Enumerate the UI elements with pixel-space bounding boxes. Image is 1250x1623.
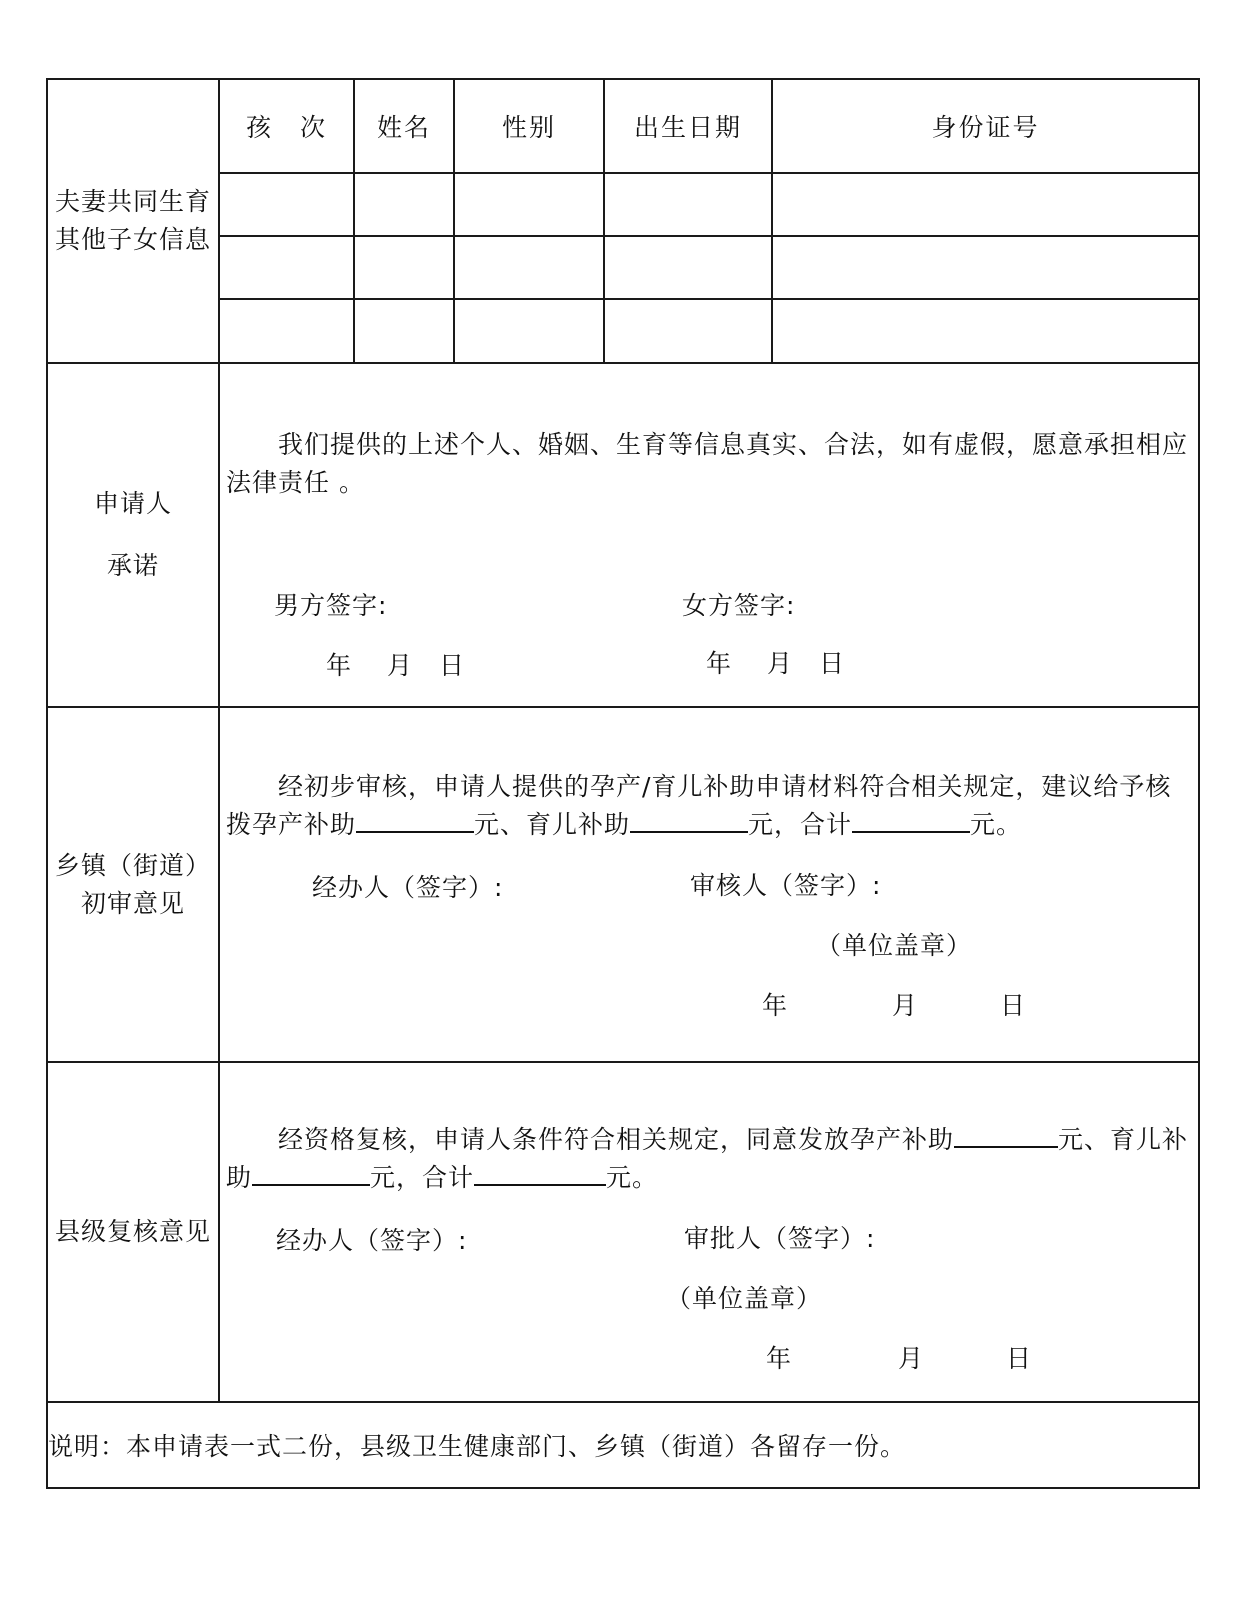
township-text: 经初步审核，申请人提供的孕产/育儿补助申请材料符合相关规定，建议给予核拨孕产补助: [226, 772, 1172, 839]
township-label-line2: 初审意见: [80, 888, 185, 918]
county-total-amount-field[interactable]: [474, 1162, 606, 1186]
township-date-day: 日: [1000, 991, 1027, 1020]
county-approver-signature: 审批人（签字）:: [684, 1224, 876, 1253]
header-name: 姓名: [354, 80, 454, 173]
township-seal: （单位盖章）: [816, 931, 973, 960]
township-review-label: [47, 707, 219, 1062]
cell-birth-date[interactable]: [604, 173, 772, 236]
application-form: [46, 78, 1200, 1489]
table-row: [220, 236, 1198, 298]
male-sign-date: 年 月 日: [326, 651, 465, 680]
commitment-content: [219, 363, 1199, 707]
commitment-label-line1: 申请人: [93, 489, 172, 518]
childcare-subsidy-amount-field[interactable]: [630, 809, 748, 833]
county-unit2: 元，合计: [370, 1163, 475, 1192]
cell-child-order[interactable]: [220, 299, 354, 362]
township-review-content: [219, 707, 1199, 1062]
cell-gender[interactable]: [454, 236, 604, 298]
form-note: 说明：本申请表一式二份，县级卫生健康部门、乡镇（街道）各留存一份。: [47, 1402, 1199, 1488]
children-table-header: [220, 80, 1198, 173]
township-date-month: 月: [892, 991, 919, 1020]
header-birth-date: 出生日期: [604, 80, 772, 173]
table-row: [220, 173, 1198, 236]
cell-id-number[interactable]: [772, 236, 1198, 298]
county-review-label: 县级复核意见: [47, 1062, 219, 1402]
commitment-label: [47, 363, 219, 707]
cell-gender[interactable]: [454, 173, 604, 236]
children-info-label-line2: 其他子女信息: [54, 225, 211, 254]
cell-name[interactable]: [354, 299, 454, 362]
township-reviewer-signature: 审核人（签字）:: [690, 871, 882, 900]
note-section: [47, 1402, 1199, 1488]
children-info-table: [220, 80, 1198, 362]
township-handler-signature: 经办人（签字）:: [312, 873, 504, 902]
county-date-day: 日: [1006, 1344, 1033, 1373]
cell-name[interactable]: [354, 173, 454, 236]
county-date-year: 年: [766, 1344, 793, 1373]
children-info-label: [47, 79, 219, 363]
cell-birth-date[interactable]: [604, 236, 772, 298]
cell-id-number[interactable]: [772, 173, 1198, 236]
commitment-section: [47, 363, 1199, 707]
cell-child-order[interactable]: [220, 173, 354, 236]
county-pregnancy-subsidy-field[interactable]: [954, 1124, 1058, 1148]
county-review-section: [47, 1062, 1199, 1402]
township-review-section: [47, 707, 1199, 1062]
header-gender: 性别: [454, 80, 604, 173]
township-label-line1: 乡镇（街道）: [54, 850, 211, 880]
female-sign-date: 年 月 日: [706, 649, 845, 678]
cell-birth-date[interactable]: [604, 299, 772, 362]
cell-name[interactable]: [354, 236, 454, 298]
children-info-label-line1: 夫妻共同生育: [54, 187, 211, 216]
header-id-number: 身份证号: [772, 80, 1198, 173]
county-childcare-subsidy-field[interactable]: [252, 1162, 370, 1186]
county-text: 经资格复核，申请人条件符合相关规定，同意发放孕产补助: [278, 1125, 955, 1154]
header-child-order: 孩 次: [220, 80, 354, 173]
commitment-statement: 我们提供的上述个人、婚姻、生育等信息真实、合法，如有虚假，愿意承担相应法律责任 。: [226, 430, 1189, 497]
male-signature-label: 男方签字:: [274, 591, 388, 620]
county-date-month: 月: [898, 1344, 925, 1373]
pregnancy-subsidy-amount-field[interactable]: [356, 809, 474, 833]
female-signature-label: 女方签字:: [682, 591, 796, 620]
county-handler-signature: 经办人（签字）:: [276, 1226, 468, 1255]
table-row: [220, 299, 1198, 362]
county-unit1: 元、育儿补助: [226, 1125, 1189, 1192]
township-unit3: 元。: [970, 810, 1023, 839]
county-review-statement: [226, 1121, 1194, 1197]
cell-child-order[interactable]: [220, 236, 354, 298]
cell-gender[interactable]: [454, 299, 604, 362]
county-review-content: [219, 1062, 1199, 1402]
township-unit1: 元、育儿补助: [474, 810, 631, 839]
county-unit3: 元。: [606, 1163, 659, 1192]
total-amount-field[interactable]: [852, 809, 970, 833]
county-seal: （单位盖章）: [666, 1284, 823, 1313]
township-date-year: 年: [762, 991, 789, 1020]
township-unit2: 元，合计: [748, 810, 853, 839]
cell-id-number[interactable]: [772, 299, 1198, 362]
township-review-statement: [226, 768, 1194, 844]
children-info-section: [47, 79, 1199, 363]
commitment-label-line2: 承诺: [106, 551, 159, 580]
